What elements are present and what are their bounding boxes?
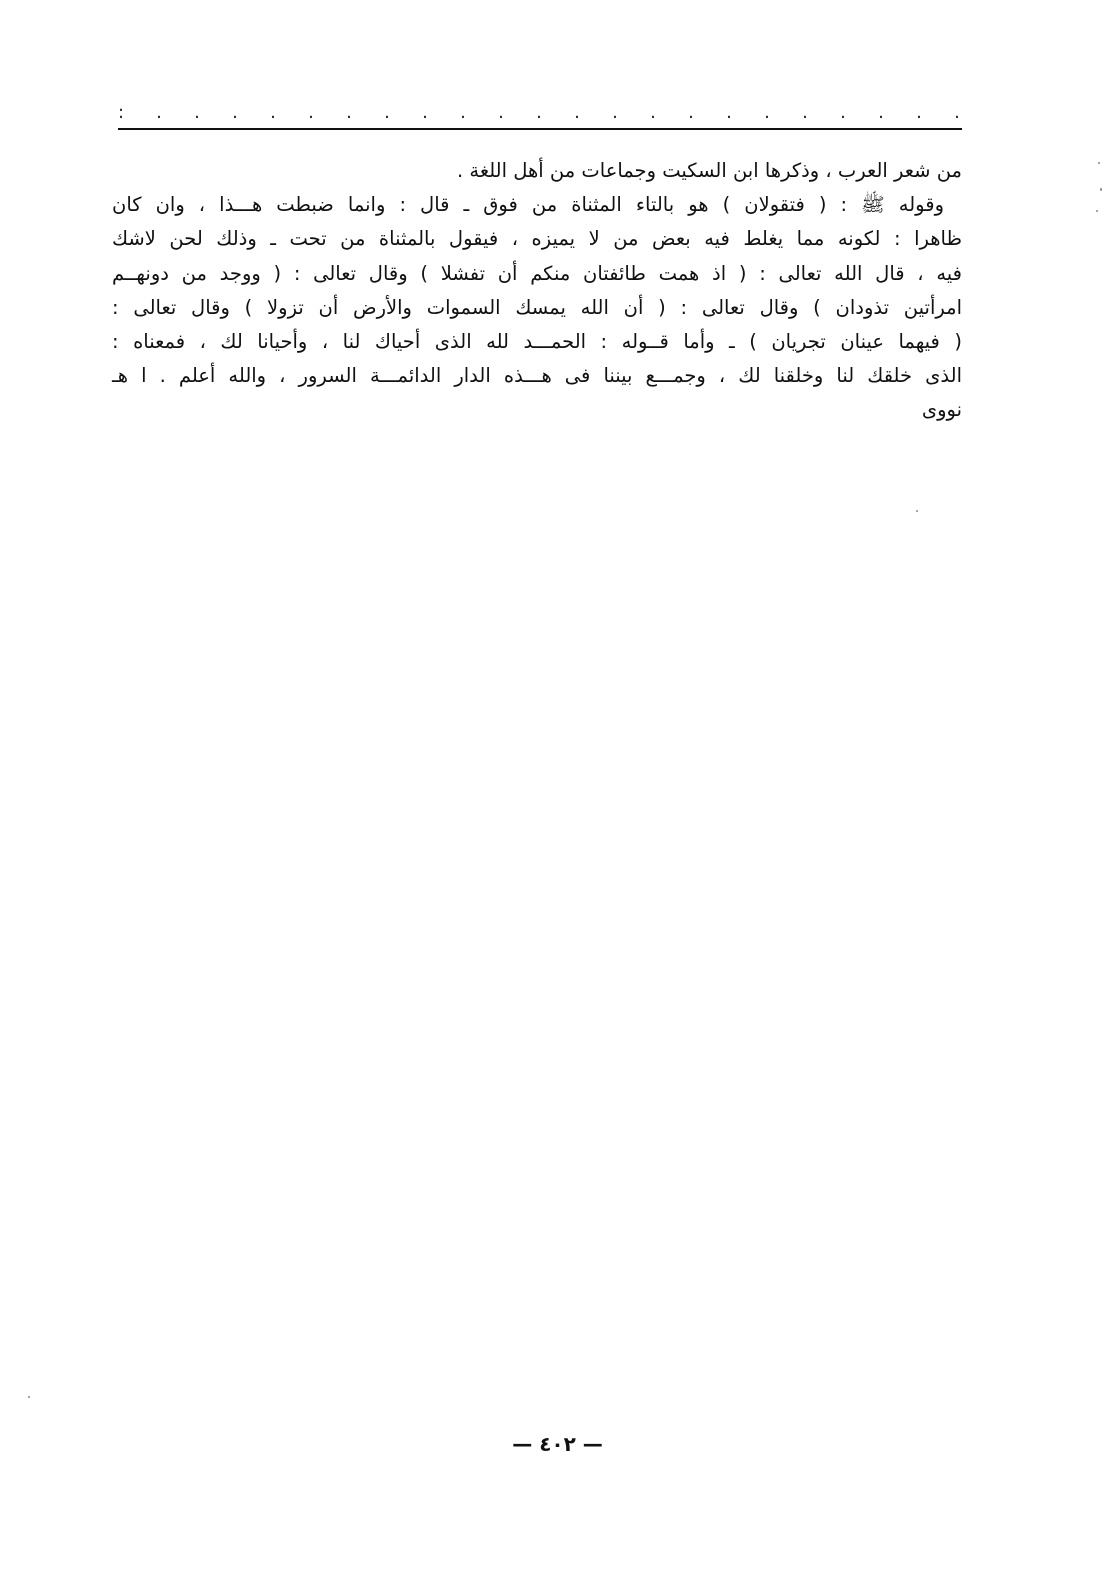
header-dot: . [726,101,732,123]
header-dot: . [422,101,428,123]
header-dotted-leader [118,100,960,124]
page-number: — ٤٠٢ — [512,1432,603,1456]
header-dot: . [498,101,504,123]
scan-speck [28,1396,30,1398]
body-text [112,154,962,428]
text-line: نووى [921,398,962,422]
header-dot: . [612,101,618,123]
header-rule [118,128,962,130]
text-line: فيه ، قال الله تعالى : ( اذ همت طائفتان منكم أن تفشلا ) وقال تعالى : ( ووجد من دونهــم [112,261,962,285]
header-dot: . [194,101,200,123]
header-dot: . [308,101,314,123]
header-dot: . [574,101,580,123]
header-dot: . [536,101,542,123]
text-line: ( فيهما عينان تجريان ) ـ وأما قــوله : الحمـــد لله الذى أحياك لنا ، وأحيانا لك ، فمعناه : [112,330,962,354]
header-dot: . [764,101,770,123]
text-line: وقوله ﷺ : ( فتقولان ) هو بالتاء المثناة من فوق ـ قال : وانما ضبطت هـــذا ، وان كان [112,193,944,217]
text-line: ظاهرا : لكونه مما يغلط فيه بعض من لا يميزه ، فيقول بالمثناة من تحت ـ وذلك لحن لاشك [112,227,962,251]
scan-speck [916,510,918,512]
header-dot: . [954,101,960,123]
text-line: امرأتين تذودان ) وقال تعالى : ( أن الله يمسك السموات والأرض أن تزولا ) وقال تعالى : [112,295,962,319]
header-dot: . [270,101,276,123]
header-dot: . [384,101,390,123]
header-dot: . [346,101,352,123]
header-dot: . [802,101,808,123]
header-colon: : [118,101,125,123]
header-dot: . [688,101,694,123]
header-dot: . [840,101,846,123]
header-dot: . [460,101,466,123]
scan-speck [1098,162,1100,164]
scan-speck [1100,188,1102,191]
text-line: الذى خلقك لنا وخلقنا لك ، وجمـــع بيننا فى هـــذه الدار الدائمـــة السرور ، والله أعلم . ا هـ [112,364,962,388]
text-line: من شعر العرب ، وذكرها ابن السكيت وجماعات من أهل اللغة . [456,159,962,182]
header-dot: . [156,101,162,123]
scan-speck [1096,210,1098,212]
header-dot: . [878,101,884,123]
header-dot: . [232,101,238,123]
header-dot: . [650,101,656,123]
header-dot: . [916,101,922,123]
